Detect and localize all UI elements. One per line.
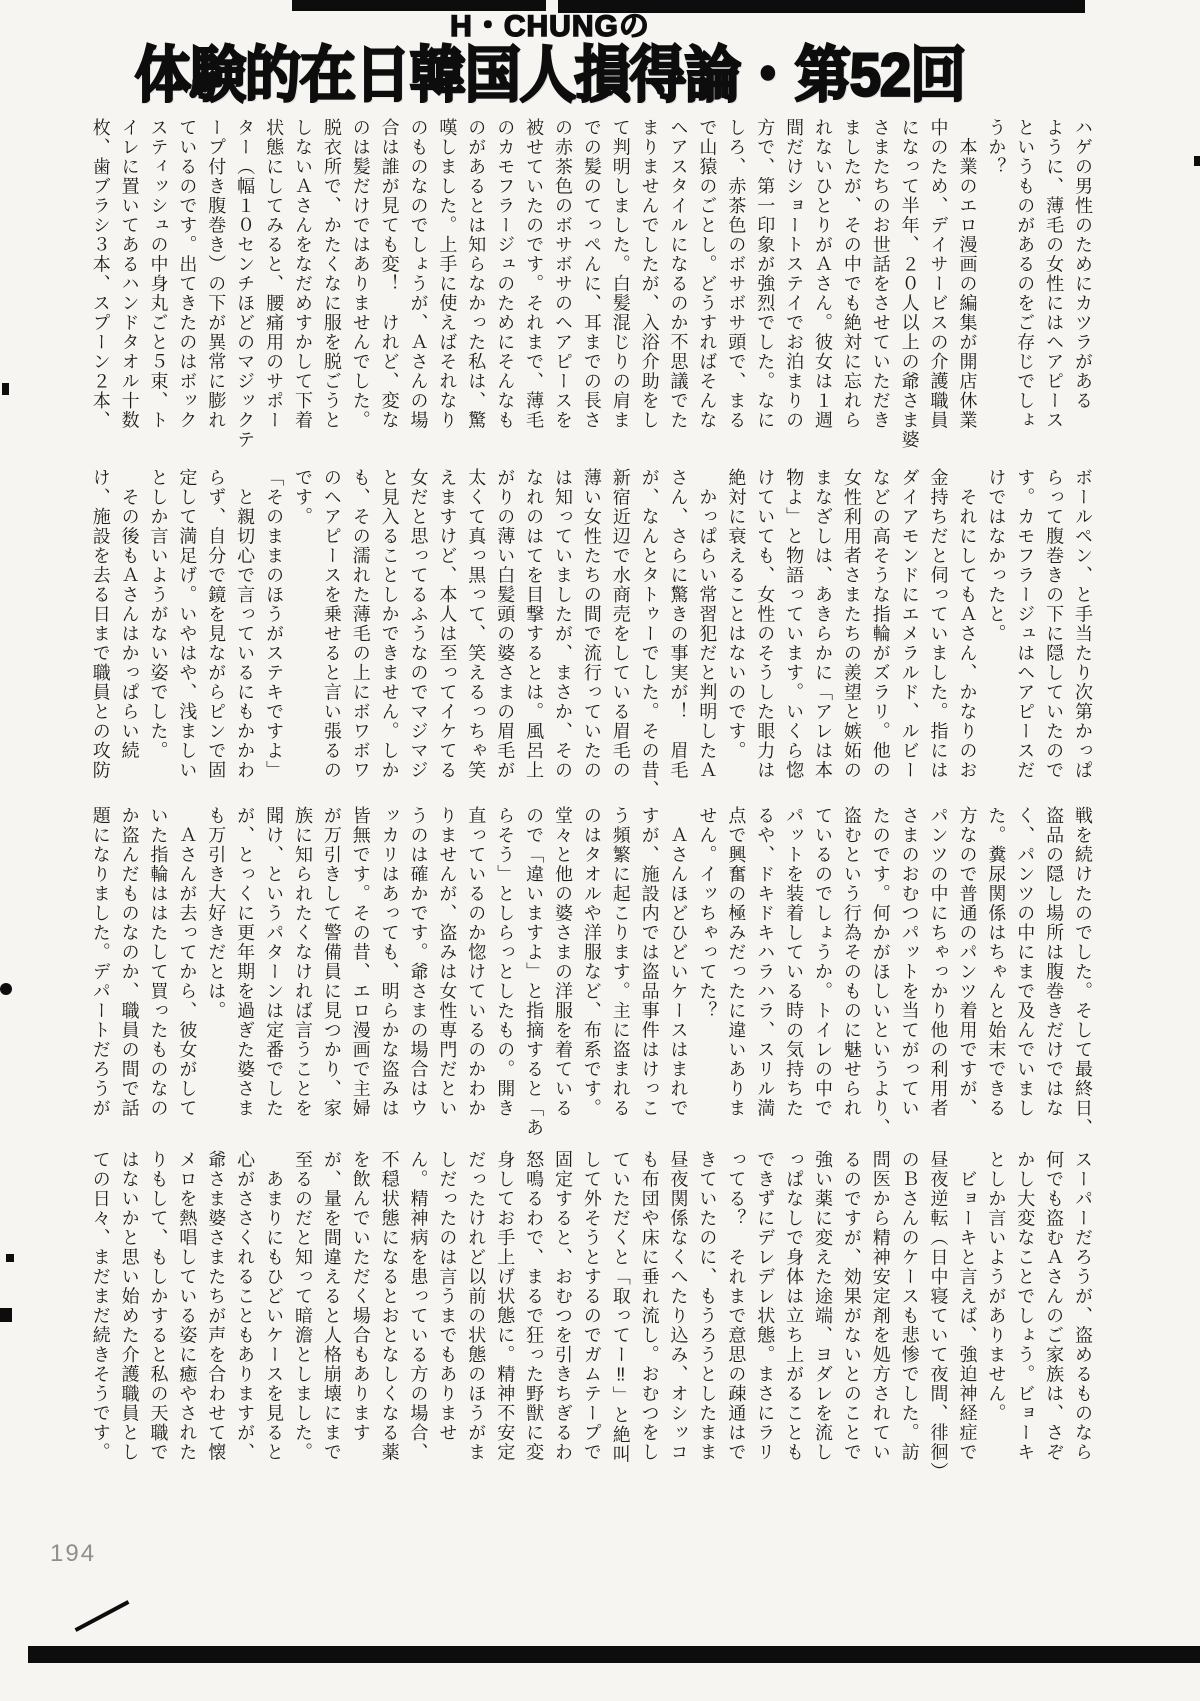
text-column: 心がささくれることもありますが、 [235,1150,256,1462]
text-column: えますけど、本人は至ってイケてる [437,468,458,780]
text-column: さまのおむつパットを当てがってい [899,806,920,1118]
article-title: 体験的在日韓国人損得論・第52回 [134,40,966,109]
author-line: H・CHUNGの [450,10,650,43]
page-number: 194 [50,1540,97,1567]
text-column: としか言いようがありません。 [986,1150,1007,1423]
text-column: 問医から精神安定剤を処方されてい [870,1150,891,1462]
text-column: しないＡさんをなだめすかして下着 [292,118,313,430]
text-column: 絶対に衰えることはないのです。 [726,468,747,761]
text-column: も布団や床に垂れ流し。おむつをし [639,1150,660,1462]
text-column: ましたが、その中でも絶対に忘れら [841,118,862,430]
text-column: ように、薄毛の女性にはヘアピース [1044,118,1065,430]
text-column: 女性利用者さまたちの羨望と嫉妬の [841,468,862,780]
print-mark [6,1254,14,1262]
text-column: 方で、第一印象が強烈でした。なに [755,118,776,430]
text-column: しろ、赤茶色のボサボサ頭で、まる [726,118,747,430]
text-column: して外そうとするのでガムテープで [581,1150,602,1462]
text-column: なれのはてを目撃するとは。風呂上 [524,468,545,780]
text-column: っぱなしで身体は立ち上がることも [784,1150,805,1462]
text-column: 至るのだと知って暗澹としました。 [292,1150,313,1462]
text-column: 中のため、デイサービスの介護職員 [928,118,949,430]
text-column: か盗んだものなのか、職員の間で話 [119,806,140,1118]
text-column: ての日々、まだまだ続きそうです。 [90,1150,111,1462]
text-column: しだったのは言うまでもありませ [437,1150,458,1443]
text-column: りもして、もしかすると私の天職で [148,1150,169,1462]
text-section-1 [85,118,1097,458]
text-column: せん。イッちゃってた？ [697,806,718,1021]
text-column: たのです。何かがほしいというより、 [870,806,891,1138]
text-column: うか？ [986,118,1007,177]
text-column: のはタオルや洋服など、布系です。 [581,806,602,1118]
text-column: 固定すると、おむつを引きちぎるわ [552,1150,573,1462]
text-column: 直っているのか惚けているのかわか [466,806,487,1118]
text-column: く、パンツの中にまで及んでいまし [1015,806,1036,1118]
text-column: と親切心で言っているにもかかわ [235,468,256,780]
text-column: それにしてもＡさん、かなりのお [957,468,978,780]
text-column: さまたちのお世話をさせていただき [870,118,891,430]
text-column: ダイアモンドにエメラルド、ルビー [899,468,920,780]
text-column: ってる？ それまで意思の疎通はで [726,1150,747,1462]
text-column: て判明しました。白髪混じりの肩ま [610,118,631,430]
text-column: ているのでしょうか。トイレの中で [812,806,833,1118]
text-column: 合は誰が見ても変！ けれど、変な [379,118,400,430]
text-column: ん。精神病を患っている方の場合、 [408,1150,429,1462]
text-column: だったけれど以前の状態のほうがま [466,1150,487,1462]
text-column: のものなのでしょうが、Ａさんの場 [408,118,429,430]
text-column: メロを熱唱している姿に癒やされた [177,1150,198,1462]
text-column: パンツの中にちゃっかり他の利用者 [928,806,949,1118]
text-column: で山猿のごとし。どうすればそんな [697,118,718,430]
text-column: た。糞尿関係はちゃんと始末できる [986,806,1007,1118]
text-column: 新宿近辺で水商売をしている眉毛の [610,468,631,780]
text-column: 盗むという行為そのものに魅せられ [841,806,862,1118]
text-column: らって腹巻きの下に隠していたので [1044,468,1065,780]
text-column: その後もＡさんはかっぱらい続 [119,468,140,761]
text-column: 怒鳴るわで、まるで狂った野獣に変 [524,1150,545,1462]
text-column: は知っていましたが、まさか、その [552,468,573,780]
text-column: ていただくと「取ってー‼」と絶叫 [610,1150,631,1464]
text-column: う頻繁に起こります。主に盗まれる [610,806,631,1118]
print-mark [0,1308,12,1322]
text-column: 聞け、というパターンは定番でした [264,806,285,1118]
text-column: 脱衣所で、かたくなに服を脱ごうと [321,118,342,430]
text-column: ヘアスタイルになるのか不思議でた [668,118,689,430]
text-column: 爺さま婆さまたちが声を合わせて懐 [206,1150,227,1462]
text-column: 盗品の隠し場所は腹巻きだけではな [1044,806,1065,1118]
text-column: 物よ」と物語っています。いくら惚 [784,468,805,780]
text-column: 薄い女性たちの間で流行っていたの [581,468,602,780]
text-column: 身してお手上げ状態に。精神不安定 [495,1150,516,1462]
text-column: るのですが、効果がないとのことで [841,1150,862,1462]
text-column: きていたのに、もうろうとしたまま [697,1150,718,1462]
text-column: ビョーキと言えば、強迫神経症で [957,1150,978,1462]
text-column: などの高そうな指輪がズラリ。他の [870,468,891,780]
text-column: Ａさんが去ってから、彼女がして [177,806,198,1118]
text-column: のヘアピースを乗せると言い張るの [321,468,342,780]
text-column: あまりにもひどいケースを見ると [264,1150,285,1462]
text-column: 状態にしてみると、腰痛用のサポー [264,118,285,430]
text-column: も、その濡れた薄毛の上にボワボワ [350,468,371,780]
text-column: を飲んでいただく場合もあります [350,1150,371,1443]
text-column: 昼夜逆転（日中寝ていて夜間、徘徊） [928,1150,949,1482]
text-column: 不穏状態になるとおとなしくなる薬 [379,1150,400,1462]
text-column: 方なので普通のパンツ着用ですが、 [957,806,978,1118]
ink-smudge [75,1600,130,1632]
text-column: スティッシュの中身丸ごと５束、ト [148,118,169,430]
text-column: 昼夜関係なくへたり込み、オシッコ [668,1150,689,1462]
text-column: らそう」としらっとしたもの。開き [495,806,516,1118]
text-column: りませんが、盗みは女性専門だとい [437,806,458,1118]
text-column: パットを装着している時の気持ちた [784,806,805,1118]
text-column: さん、さらに驚きの事実が！ 眉毛 [668,468,689,780]
text-column: としか言いようがない姿でした。 [148,468,169,761]
text-column: です。 [292,468,313,527]
text-column: が万引きして警備員に見つかり、家 [321,806,342,1118]
text-column: はないかと思い始めた介護職員とし [119,1150,140,1462]
text-column: けではなかったと。 [986,468,1007,644]
text-column: と見入ることしかできません。しか [379,468,400,780]
text-column: も万引き大好きだとは。 [206,806,227,1021]
text-section-2 [85,468,1097,808]
text-column: まりませんでしたが、入浴介助をし [639,118,660,430]
text-column: できずにデレデレ状態。まさにラリ [755,1150,776,1462]
text-column: スーパーだろうが、盗めるものなら [1073,1150,1093,1462]
text-column: 何でも盗むＡさんのご家族は、さぞ [1044,1150,1065,1462]
text-column: ッカリはあっても、明らかな盗みは [379,806,400,1118]
text-column: け、施設を去る日まで職員との攻防 [90,468,111,780]
text-column: 枚、歯ブラシ３本、スプーン２本、 [90,118,111,430]
print-mark [1194,156,1200,166]
text-column: が、とっくに更年期を過ぎた婆さま [235,806,256,1118]
text-column: うのは確かです。爺さまの場合はウ [408,806,429,1118]
text-column: るや、ドキドキハラハラ、スリル満 [755,806,776,1118]
text-column: 族に知られたくなければ言うことを [292,806,313,1118]
text-section-4 [85,1150,1097,1490]
text-column: ハゲの男性のためにカツラがある [1073,118,1093,411]
text-column: 強い薬に変えた途端、ヨダレを流し [812,1150,833,1462]
text-column: がりの薄い白髪頭の婆さまの眉毛が [495,468,516,780]
text-column: での髪のてっぺんに、耳までの長さ [581,118,602,430]
text-column: になって半年、２０人以上の爺さま婆 [899,118,920,450]
text-column: ープ付き腹巻き）の下が異常に膨れ [206,118,227,430]
text-column: が、量を間違えると人格崩壊にまで [321,1150,342,1462]
text-column: いた指輪ははたして買ったものなの [148,806,169,1118]
text-column: けていても、女性のそうした眼力は [755,468,776,780]
text-column: 定して満足げ。いやはや、浅ましい [177,468,198,780]
text-column: 戦を続けたのでした。そして最終日、 [1073,806,1093,1138]
print-mark [2,383,9,395]
text-column: 題になりました。デパートだろうが [90,806,111,1118]
text-column: のは髪だけではありませんでした。 [350,118,371,430]
text-column: す。カモフラージュはヘアピースだ [1015,468,1036,780]
text-column: 太くて真っ黒って、笑えるっちゃ笑 [466,468,487,780]
text-column: 間だけショートステイでお泊まりの [784,118,805,430]
text-column: れないひとりがＡさん。彼女は１週 [812,118,833,430]
text-section-3 [85,806,1097,1146]
text-column: かっぱらい常習犯だと判明したＡ [697,468,718,780]
text-column: のカモフラージュのためにそんなも [495,118,516,430]
text-column: というものがあるのをご存じでしょ [1015,118,1036,430]
text-column: らず、自分で鏡を見ながらピンで固 [206,468,227,780]
text-column: 女だと思ってるふうなのでマジマジ [408,468,429,780]
text-column: 皆無です。その昔、エロ漫画で主婦 [350,806,371,1118]
text-column: 金持ちだと伺っていました。指には [928,468,949,780]
text-column: 被せていたのです。それまで、薄毛 [524,118,545,430]
text-column: ボールペン、と手当たり次第かっぱ [1073,468,1093,780]
text-column: ので「違いますよ」と指摘すると「あ [524,806,545,1138]
bottom-print-bar [28,1646,1200,1663]
text-column: のＢさんのケースも悲惨でした。訪 [899,1150,920,1462]
text-column: 点で興奮の極みだったに違いありま [726,806,747,1118]
text-column: 嘆しました。上手に使えばそれなり [437,118,458,430]
text-column: のがあるとは知らなかった私は、驚 [466,118,487,430]
text-column: Ａさんほどひどいケースはまれで [668,806,689,1118]
print-mark [0,983,12,995]
text-column: すが、施設内では盗品事件はけっこ [639,806,660,1118]
text-column: 本業のエロ漫画の編集が開店休業 [957,118,978,430]
text-column: が、なんとタトゥーでした。その昔、 [639,468,660,800]
text-column: イレに置いてあるハンドタオル十数 [119,118,140,430]
text-column: 堂々と他の婆さまの洋服を着ている [552,806,573,1118]
text-column: の赤茶色のボサボサのヘアピースを [552,118,573,430]
text-column: まなざしは、あきらかに「アレは本 [812,468,833,780]
article-header [0,10,1100,109]
text-column: ター（幅１０センチほどのマジックテ [235,118,256,450]
text-column: ているのです。出てきたのはボック [177,118,198,430]
text-column: 「そのままのほうがステキですよ」 [264,468,285,780]
text-column: かし大変なことでしょう。ビョーキ [1015,1150,1036,1462]
